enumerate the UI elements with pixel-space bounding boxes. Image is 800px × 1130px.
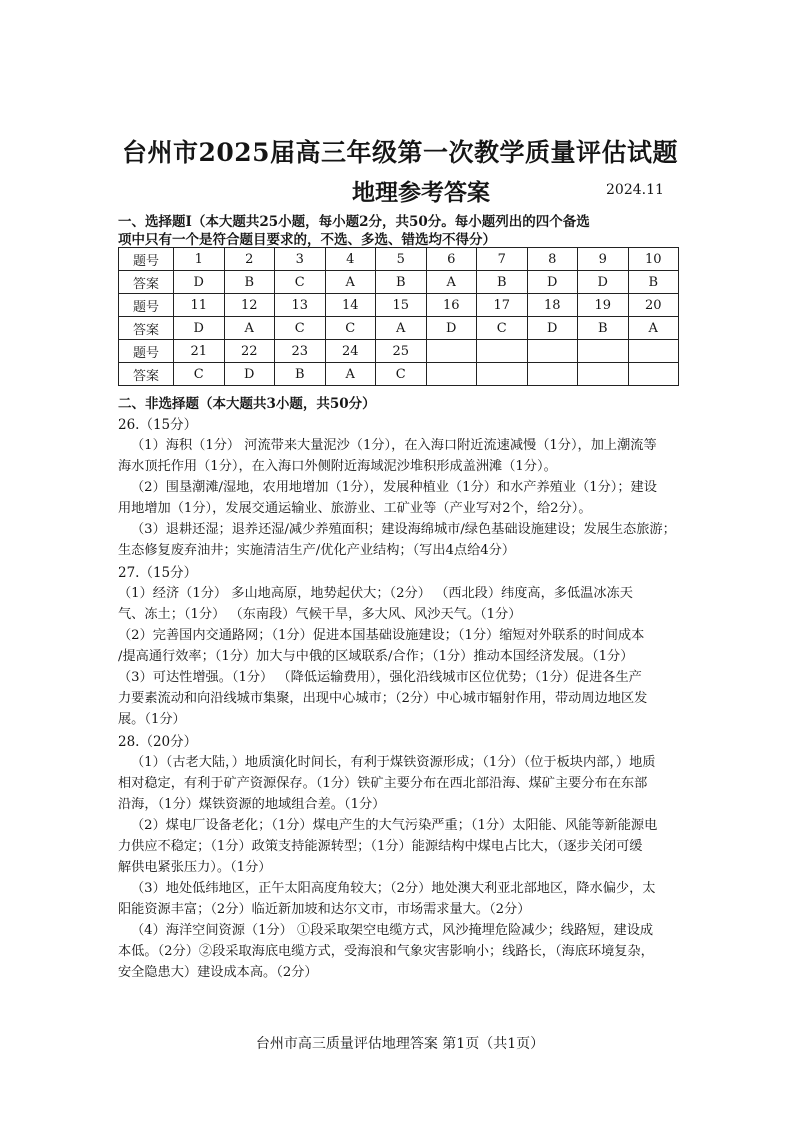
q26-heading: 26.（15分）	[118, 417, 198, 433]
table-cell: 3	[275, 248, 326, 271]
table-cell: 14	[325, 294, 376, 317]
table-row	[119, 340, 679, 363]
table-cell: C	[275, 271, 326, 294]
q28-line: 阳能资源丰富；（2分）临近新加坡和达尔文市，市场需求量大。（2分）	[118, 902, 531, 917]
q26-line: （3）退耕还湿；退养还湿/减少养殖面积；建设海绵城市/绿色基础设施建设；发展生态旅游；	[131, 522, 676, 537]
q28-line: 沿海，（1分）煤铁资源的地域组合差。（1分）	[118, 797, 386, 812]
table-row	[119, 317, 679, 340]
table-cell: D	[224, 363, 275, 386]
table-cell: D	[174, 271, 225, 294]
q28-line: 力供应不稳定；（1分）政策支持能源转型；（1分）能源结构中煤电占比大，（逐步关闭可缓	[118, 839, 643, 854]
q27-line: （3）可达性增强。（1分） （降低运输费用），强化沿线城市区位优势；（1分）促进各生产	[118, 670, 642, 685]
table-cell: C	[325, 317, 376, 340]
row-label: 答案	[119, 363, 174, 386]
table-cell: 6	[426, 248, 477, 271]
table-cell: A	[224, 317, 275, 340]
table-cell: 18	[527, 294, 578, 317]
table-cell: A	[325, 363, 376, 386]
table-cell: C	[376, 363, 427, 386]
table-cell: D	[578, 271, 629, 294]
q28-line: 本低。（2分）②段采取海底电缆方式，受海浪和气象灾害影响小；线路长，（海底环境复杂，	[118, 944, 654, 959]
table-cell: 20	[628, 294, 679, 317]
table-cell: 17	[477, 294, 528, 317]
q26-line: 生态修复废弃油井；实施清洁生产/优化产业结构；（写出4点给4分）	[118, 543, 516, 558]
table-cell: 8	[527, 248, 578, 271]
document-subtitle: 地理参考答案	[352, 179, 490, 206]
table-cell: C	[477, 317, 528, 340]
table-cell: B	[477, 271, 528, 294]
q28-line: （1）（古老大陆，）地质演化时间长，有利于煤铁资源形成；（1分）（位于板块内部，）地质	[131, 755, 656, 770]
table-cell: 4	[325, 248, 376, 271]
section1-instruction-line2: 项中只有一个是符合题目要求的，不选、多选、错选均不得分）	[118, 232, 496, 248]
q28-line: （4）海洋空间资源（1分） ①段采取架空电缆方式，风沙掩埋危险减少；线路短，建设成	[131, 923, 654, 938]
table-cell: A	[325, 271, 376, 294]
table-row	[119, 363, 679, 386]
row-label: 题号	[119, 340, 174, 363]
table-cell	[578, 340, 629, 363]
table-cell	[628, 363, 679, 386]
table-cell	[426, 363, 477, 386]
table-cell: 16	[426, 294, 477, 317]
q28-line: 解供电紧张压力）。（1分）	[118, 860, 272, 875]
table-row	[119, 271, 679, 294]
table-cell	[477, 340, 528, 363]
table-cell: C	[174, 363, 225, 386]
document-date: 2024.11	[606, 182, 664, 198]
answer-table	[118, 247, 679, 386]
table-cell: B	[376, 271, 427, 294]
q27-line: 力要素流动和向沿线城市集聚，出现中心城市；（2分）中心城市辐射作用，带动周边地区发	[118, 691, 648, 706]
table-cell: A	[628, 317, 679, 340]
table-cell: 13	[275, 294, 326, 317]
q26-line: （1）海积（1分） 河流带来大量泥沙（1分），在入海口附近流速减慢（1分），加上潮流等	[131, 438, 657, 453]
table-cell: 21	[174, 340, 225, 363]
table-cell	[527, 363, 578, 386]
table-cell: A	[426, 271, 477, 294]
q27-line: 气、冻土；（1分） （东南段）气候干旱，多大风、风沙天气。（1分）	[118, 607, 522, 622]
table-cell: 19	[578, 294, 629, 317]
table-cell: 9	[578, 248, 629, 271]
table-cell: 12	[224, 294, 275, 317]
table-cell	[477, 363, 528, 386]
table-cell: 11	[174, 294, 225, 317]
table-cell: D	[527, 271, 578, 294]
document-title: 台州市2025届高三年级第一次教学质量评估试题	[121, 138, 679, 167]
table-cell	[578, 363, 629, 386]
q27-line: /提高通行效率；（1分）加大与中俄的区域联系/合作；（1分）推动本国经济发展。（1分）	[118, 649, 634, 664]
table-cell	[426, 340, 477, 363]
section2-heading: 二、非选择题（本大题共3小题，共50分）	[118, 396, 376, 412]
table-cell: B	[224, 271, 275, 294]
table-cell: D	[426, 317, 477, 340]
table-cell: D	[527, 317, 578, 340]
row-label: 题号	[119, 248, 174, 271]
table-cell: 24	[325, 340, 376, 363]
q26-line: 海水顶托作用（1分），在入海口外侧附近海域泥沙堆积形成盖洲滩（1分）。	[118, 459, 557, 474]
table-cell: B	[275, 363, 326, 386]
q28-heading: 28.（20分）	[118, 734, 198, 750]
table-cell	[628, 340, 679, 363]
q28-line: 安全隐患大）建设成本高。（2分）	[118, 965, 318, 980]
table-cell: 1	[174, 248, 225, 271]
table-cell: 7	[477, 248, 528, 271]
table-cell: 5	[376, 248, 427, 271]
q27-heading: 27.（15分）	[118, 565, 198, 581]
q27-line: （1）经济（1分） 多山地高原，地势起伏大；（2分） （西北段）纬度高，多低温冰冻天	[118, 586, 633, 601]
table-cell: D	[174, 317, 225, 340]
row-label: 答案	[119, 271, 174, 294]
table-cell: B	[628, 271, 679, 294]
q26-line: （2）围垦潮滩/湿地，农用地增加（1分），发展种植业（1分）和水产养殖业（1分）；建设	[131, 480, 657, 495]
q26-line: 用地增加（1分），发展交通运输业、旅游业、工矿业等（产业写对2个，给2分）。	[118, 501, 592, 516]
section1-instruction-line1: 一、选择题Ⅰ（本大题共25小题，每小题2分，共50分。每小题列出的四个备选	[118, 214, 590, 230]
page-footer: 台州市高三质量评估地理答案 第1页（共1页）	[255, 1036, 545, 1052]
table-cell: 2	[224, 248, 275, 271]
q27-line: 展。（1分）	[118, 712, 186, 727]
q28-line: （3）地处低纬地区，正午太阳高度角较大；（2分）地处澳大利亚北部地区，降水偏少，太	[131, 881, 656, 896]
table-cell: 25	[376, 340, 427, 363]
q27-line: （2）完善国内交通路网；（1分）促进本国基础设施建设；（1分）缩短对外联系的时间成本	[118, 628, 645, 643]
table-cell: 22	[224, 340, 275, 363]
row-label: 题号	[119, 294, 174, 317]
row-label: 答案	[119, 317, 174, 340]
table-cell: B	[578, 317, 629, 340]
table-cell: 15	[376, 294, 427, 317]
table-row	[119, 248, 679, 271]
q28-line: （2）煤电厂设备老化；（1分）煤电产生的大气污染严重；（1分）太阳能、风能等新能源电	[131, 818, 658, 833]
table-cell: C	[275, 317, 326, 340]
table-cell: 23	[275, 340, 326, 363]
q28-line: 相对稳定，有利于矿产资源保存。（1分）铁矿主要分布在西北部沿海、煤矿主要分布在东部	[118, 776, 648, 791]
table-row	[119, 294, 679, 317]
table-cell	[527, 340, 578, 363]
table-cell: 10	[628, 248, 679, 271]
table-cell: A	[376, 317, 427, 340]
